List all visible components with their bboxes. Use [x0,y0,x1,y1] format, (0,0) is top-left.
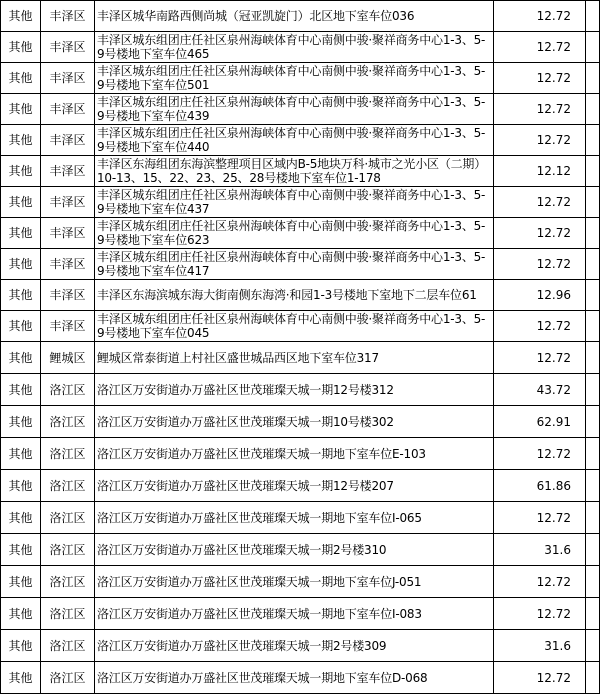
area-cell: 12.72 [494,218,586,249]
area-cell: 31.6 [494,630,586,662]
blank-cell [586,249,600,280]
blank-cell [586,374,600,406]
area-cell: 12.72 [494,63,586,94]
category-cell: 其他 [1,156,41,187]
district-cell: 洛江区 [41,534,95,566]
table-row [1,662,600,694]
area-cell: 12.72 [494,187,586,218]
table-row [1,630,600,662]
description-cell: 洛江区万安街道办万盛社区世茂璀璨天城一期地下室车位E-103 [95,438,494,470]
area-cell: 12.12 [494,156,586,187]
area-cell: 12.96 [494,280,586,311]
district-cell: 洛江区 [41,502,95,534]
blank-cell [586,218,600,249]
description-cell: 丰泽区城华南路西侧尚城（冠亚凯旋门）北区地下室车位036 [95,1,494,32]
area-cell: 31.6 [494,534,586,566]
description-cell: 丰泽区城东组团庄任社区泉州海峡体育中心南侧中骏·聚祥商务中心1-3、5-9号楼地下室车位501 [95,63,494,94]
table-row [1,406,600,438]
blank-cell [586,502,600,534]
description-cell: 洛江区万安街道办万盛社区世茂璀璨天城一期地下室车位J-051 [95,566,494,598]
category-cell: 其他 [1,438,41,470]
district-cell: 丰泽区 [41,156,95,187]
district-cell: 丰泽区 [41,125,95,156]
blank-cell [586,438,600,470]
property-table-body [1,1,600,694]
table-row [1,1,600,32]
category-cell: 其他 [1,470,41,502]
description-cell: 洛江区万安街道办万盛社区世茂璀璨天城一期2号楼310 [95,534,494,566]
category-cell: 其他 [1,187,41,218]
area-cell: 12.72 [494,662,586,694]
blank-cell [586,125,600,156]
category-cell: 其他 [1,406,41,438]
table-row [1,470,600,502]
description-cell: 洛江区万安街道办万盛社区世茂璀璨天城一期12号楼207 [95,470,494,502]
area-cell: 12.72 [494,502,586,534]
description-cell: 洛江区万安街道办万盛社区世茂璀璨天城一期地下室车位D-068 [95,662,494,694]
description-cell: 洛江区万安街道办万盛社区世茂璀璨天城一期10号楼302 [95,406,494,438]
blank-cell [586,534,600,566]
category-cell: 其他 [1,662,41,694]
table-row [1,280,600,311]
description-cell: 洛江区万安街道办万盛社区世茂璀璨天城一期地下室车位I-065 [95,502,494,534]
blank-cell [586,342,600,374]
district-cell: 丰泽区 [41,311,95,342]
description-cell: 鲤城区常泰街道上村社区盛世城品西区地下室车位317 [95,342,494,374]
table-row [1,94,600,125]
area-cell: 12.72 [494,32,586,63]
district-cell: 洛江区 [41,406,95,438]
category-cell: 其他 [1,249,41,280]
area-cell: 12.72 [494,249,586,280]
category-cell: 其他 [1,125,41,156]
district-cell: 洛江区 [41,438,95,470]
area-cell: 61.86 [494,470,586,502]
category-cell: 其他 [1,32,41,63]
table-row [1,32,600,63]
table-row [1,534,600,566]
table-row [1,342,600,374]
blank-cell [586,630,600,662]
category-cell: 其他 [1,218,41,249]
category-cell: 其他 [1,630,41,662]
area-cell: 62.91 [494,406,586,438]
table-row [1,598,600,630]
description-cell: 丰泽区城东组团庄任社区泉州海峡体育中心南侧中骏·聚祥商务中心1-3、5-9号楼地下室车位623 [95,218,494,249]
table-row [1,374,600,406]
category-cell: 其他 [1,502,41,534]
table-row [1,125,600,156]
district-cell: 丰泽区 [41,63,95,94]
table-row [1,63,600,94]
description-cell: 丰泽区东海组团东海滨整理项目区域内B-5地块万科·城市之光小区（二期）10-13、15、22、23、25、28号楼地下室车位1-178 [95,156,494,187]
district-cell: 丰泽区 [41,32,95,63]
category-cell: 其他 [1,63,41,94]
table-row [1,502,600,534]
blank-cell [586,406,600,438]
blank-cell [586,156,600,187]
district-cell: 丰泽区 [41,94,95,125]
blank-cell [586,94,600,125]
district-cell: 丰泽区 [41,218,95,249]
description-cell: 丰泽区城东组团庄任社区泉州海峡体育中心南侧中骏·聚祥商务中心1-3、5-9号楼地下室车位437 [95,187,494,218]
table-row [1,438,600,470]
category-cell: 其他 [1,598,41,630]
description-cell: 丰泽区城东组团庄任社区泉州海峡体育中心南侧中骏·聚祥商务中心1-3、5-9号楼地下室车位440 [95,125,494,156]
description-cell: 丰泽区城东组团庄任社区泉州海峡体育中心南侧中骏·聚祥商务中心1-3、5-9号楼地下室车位465 [95,32,494,63]
table-row [1,218,600,249]
description-cell: 丰泽区东海滨城东海大街南侧东海湾·和园1-3号楼地下室地下二层车位61 [95,280,494,311]
category-cell: 其他 [1,311,41,342]
area-cell: 12.72 [494,311,586,342]
blank-cell [586,32,600,63]
blank-cell [586,470,600,502]
district-cell: 丰泽区 [41,1,95,32]
district-cell: 洛江区 [41,566,95,598]
category-cell: 其他 [1,280,41,311]
area-cell: 12.72 [494,598,586,630]
area-cell: 12.72 [494,125,586,156]
blank-cell [586,662,600,694]
category-cell: 其他 [1,566,41,598]
blank-cell [586,63,600,94]
district-cell: 洛江区 [41,630,95,662]
district-cell: 鲤城区 [41,342,95,374]
district-cell: 丰泽区 [41,249,95,280]
blank-cell [586,1,600,32]
blank-cell [586,598,600,630]
district-cell: 洛江区 [41,470,95,502]
table-row [1,156,600,187]
area-cell: 43.72 [494,374,586,406]
table-row [1,311,600,342]
area-cell: 12.72 [494,94,586,125]
district-cell: 洛江区 [41,662,95,694]
description-cell: 洛江区万安街道办万盛社区世茂璀璨天城一期地下室车位I-083 [95,598,494,630]
description-cell: 丰泽区城东组团庄任社区泉州海峡体育中心南侧中骏·聚祥商务中心1-3、5-9号楼地下室车位439 [95,94,494,125]
table-row [1,566,600,598]
description-cell: 丰泽区城东组团庄任社区泉州海峡体育中心南侧中骏·聚祥商务中心1-3、5-9号楼地下室车位045 [95,311,494,342]
table-row [1,187,600,218]
area-cell: 12.72 [494,438,586,470]
category-cell: 其他 [1,1,41,32]
area-cell: 12.72 [494,342,586,374]
description-cell: 洛江区万安街道办万盛社区世茂璀璨天城一期12号楼312 [95,374,494,406]
table-row [1,249,600,280]
category-cell: 其他 [1,342,41,374]
blank-cell [586,566,600,598]
description-cell: 洛江区万安街道办万盛社区世茂璀璨天城一期2号楼309 [95,630,494,662]
description-cell: 丰泽区城东组团庄任社区泉州海峡体育中心南侧中骏·聚祥商务中心1-3、5-9号楼地下室车位417 [95,249,494,280]
category-cell: 其他 [1,534,41,566]
district-cell: 丰泽区 [41,280,95,311]
district-cell: 洛江区 [41,374,95,406]
area-cell: 12.72 [494,1,586,32]
category-cell: 其他 [1,94,41,125]
area-cell: 12.72 [494,566,586,598]
district-cell: 丰泽区 [41,187,95,218]
blank-cell [586,187,600,218]
blank-cell [586,311,600,342]
blank-cell [586,280,600,311]
district-cell: 洛江区 [41,598,95,630]
category-cell: 其他 [1,374,41,406]
